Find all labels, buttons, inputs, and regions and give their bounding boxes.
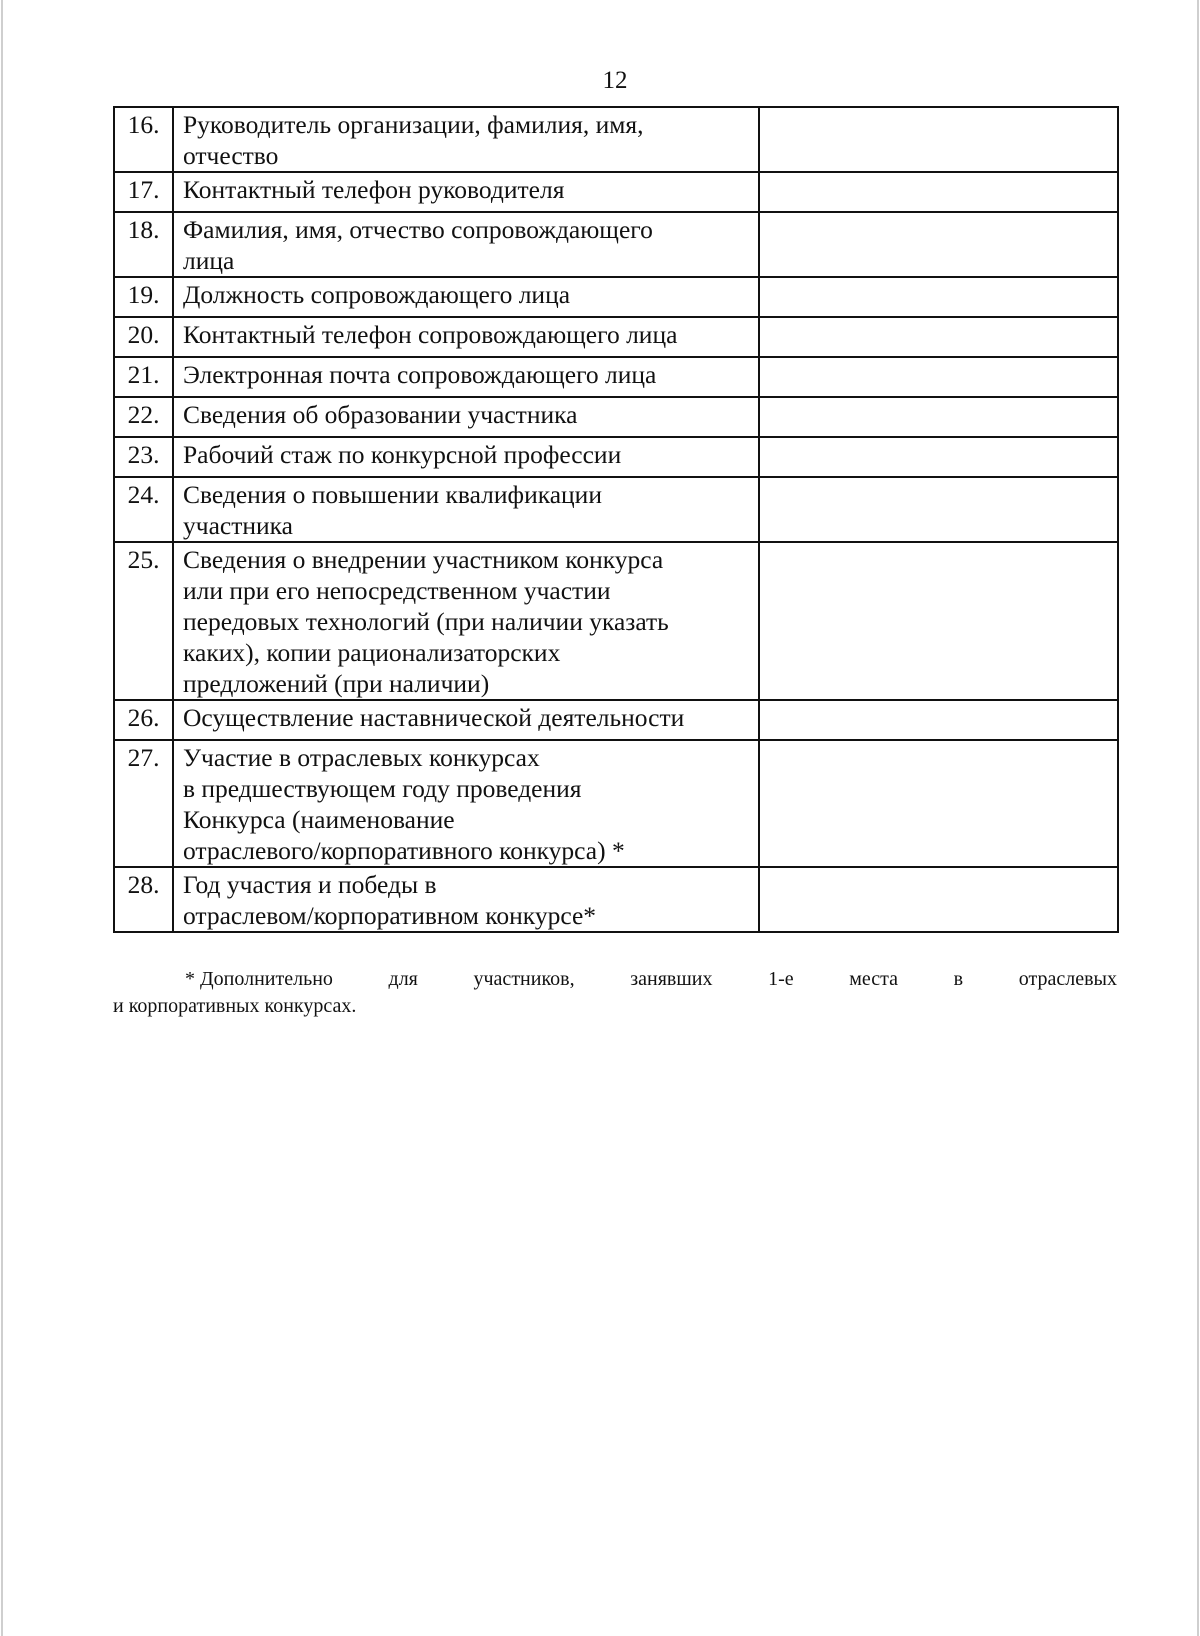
footnote-word: * Дополнительно: [185, 968, 333, 990]
table-row: [114, 437, 1118, 477]
row-label: [173, 172, 759, 212]
row-label-line: Фамилия, имя, отчество сопровождающего: [183, 215, 653, 244]
row-number: 19.: [114, 277, 173, 317]
row-label-line: каких), копии рационализаторских: [183, 638, 561, 667]
row-label-line: Год участия и победы в: [183, 870, 437, 899]
row-label-line: отраслевого/корпоративного конкурса) *: [183, 836, 625, 865]
footnote: [113, 966, 1117, 1020]
row-label-line: Сведения о повышении квалификации: [183, 480, 602, 509]
row-label: [173, 212, 759, 277]
scan-edge-left: [1, 0, 3, 1636]
row-value-field[interactable]: [759, 700, 1118, 740]
row-label-line: или при его непосредственном участии: [183, 576, 611, 605]
row-label-line: передовых технологий (при наличии указать: [183, 607, 669, 636]
row-label-line: Сведения о внедрении участником конкурса: [183, 545, 664, 574]
row-number: 18.: [114, 212, 173, 277]
footnote-word: отраслевых: [1018, 968, 1117, 990]
row-number: 23.: [114, 437, 173, 477]
row-label: [173, 477, 759, 542]
table-row: [114, 700, 1118, 740]
row-label-line: отчество: [183, 141, 279, 170]
participant-form-table: [113, 106, 1119, 933]
footnote-word: места: [849, 968, 899, 990]
row-value-field[interactable]: [759, 357, 1118, 397]
row-value-field[interactable]: [759, 437, 1118, 477]
form-table-body: [114, 107, 1118, 932]
row-number: 26.: [114, 700, 173, 740]
row-label: [173, 107, 759, 172]
row-label-line: предложений (при наличии): [183, 669, 490, 698]
row-label-line: Рабочий стаж по конкурсной профессии: [183, 440, 622, 469]
table-row: [114, 542, 1118, 700]
row-label: [173, 397, 759, 437]
row-number: 24.: [114, 477, 173, 542]
table-row: [114, 740, 1118, 867]
row-label-line: Контактный телефон руководителя: [183, 175, 565, 204]
row-label: [173, 317, 759, 357]
row-label-line: Контактный телефон сопровождающего лица: [183, 320, 678, 349]
row-number: 21.: [114, 357, 173, 397]
footnote-word: 1-е: [768, 968, 794, 990]
row-value-field[interactable]: [759, 212, 1118, 277]
footnote-word: для: [388, 968, 418, 990]
row-number: 16.: [114, 107, 173, 172]
row-value-field[interactable]: [759, 542, 1118, 700]
row-label: [173, 542, 759, 700]
row-label: [173, 700, 759, 740]
row-label-line: лица: [183, 246, 235, 275]
row-label: [173, 437, 759, 477]
row-label-line: Электронная почта сопровождающего лица: [183, 360, 657, 389]
row-label-line: в предшествующем году проведения: [183, 774, 582, 803]
footnote-line-1: [113, 966, 1117, 993]
page-number: 12: [602, 67, 628, 94]
row-label: [173, 867, 759, 932]
table-row: [114, 107, 1118, 172]
row-label-line: отраслевом/корпоративном конкурсе*: [183, 901, 597, 930]
row-number: 25.: [114, 542, 173, 700]
table-row: [114, 277, 1118, 317]
table-row: [114, 172, 1118, 212]
row-label: [173, 357, 759, 397]
footnote-word: участников,: [473, 968, 575, 990]
row-value-field[interactable]: [759, 867, 1118, 932]
row-value-field[interactable]: [759, 172, 1118, 212]
table-row: [114, 867, 1118, 932]
row-label-line: Участие в отраслевых конкурсах: [183, 743, 540, 772]
row-label-line: Сведения об образовании участника: [183, 400, 578, 429]
row-number: 27.: [114, 740, 173, 867]
row-label: [173, 740, 759, 867]
row-value-field[interactable]: [759, 397, 1118, 437]
row-value-field[interactable]: [759, 740, 1118, 867]
row-number: 22.: [114, 397, 173, 437]
table-row: [114, 397, 1118, 437]
row-label-line: участника: [183, 511, 293, 540]
row-value-field[interactable]: [759, 317, 1118, 357]
scan-edge-right: [1197, 0, 1199, 1636]
footnote-word: занявших: [630, 968, 713, 990]
row-value-field[interactable]: [759, 107, 1118, 172]
row-number: 20.: [114, 317, 173, 357]
row-label-line: Руководитель организации, фамилия, имя,: [183, 110, 644, 139]
row-label-line: Осуществление наставнической деятельности: [183, 703, 685, 732]
footnote-word: в: [953, 968, 964, 990]
row-number: 28.: [114, 867, 173, 932]
table-row: [114, 477, 1118, 542]
row-value-field[interactable]: [759, 277, 1118, 317]
row-label-line: Конкурса (наименование: [183, 805, 455, 834]
row-value-field[interactable]: [759, 477, 1118, 542]
row-label-line: Должность сопровождающего лица: [183, 280, 571, 309]
row-label: [173, 277, 759, 317]
table-row: [114, 317, 1118, 357]
footnote-line-2: и корпоративных конкурсах.: [113, 995, 357, 1017]
row-number: 17.: [114, 172, 173, 212]
table-row: [114, 212, 1118, 277]
table-row: [114, 357, 1118, 397]
